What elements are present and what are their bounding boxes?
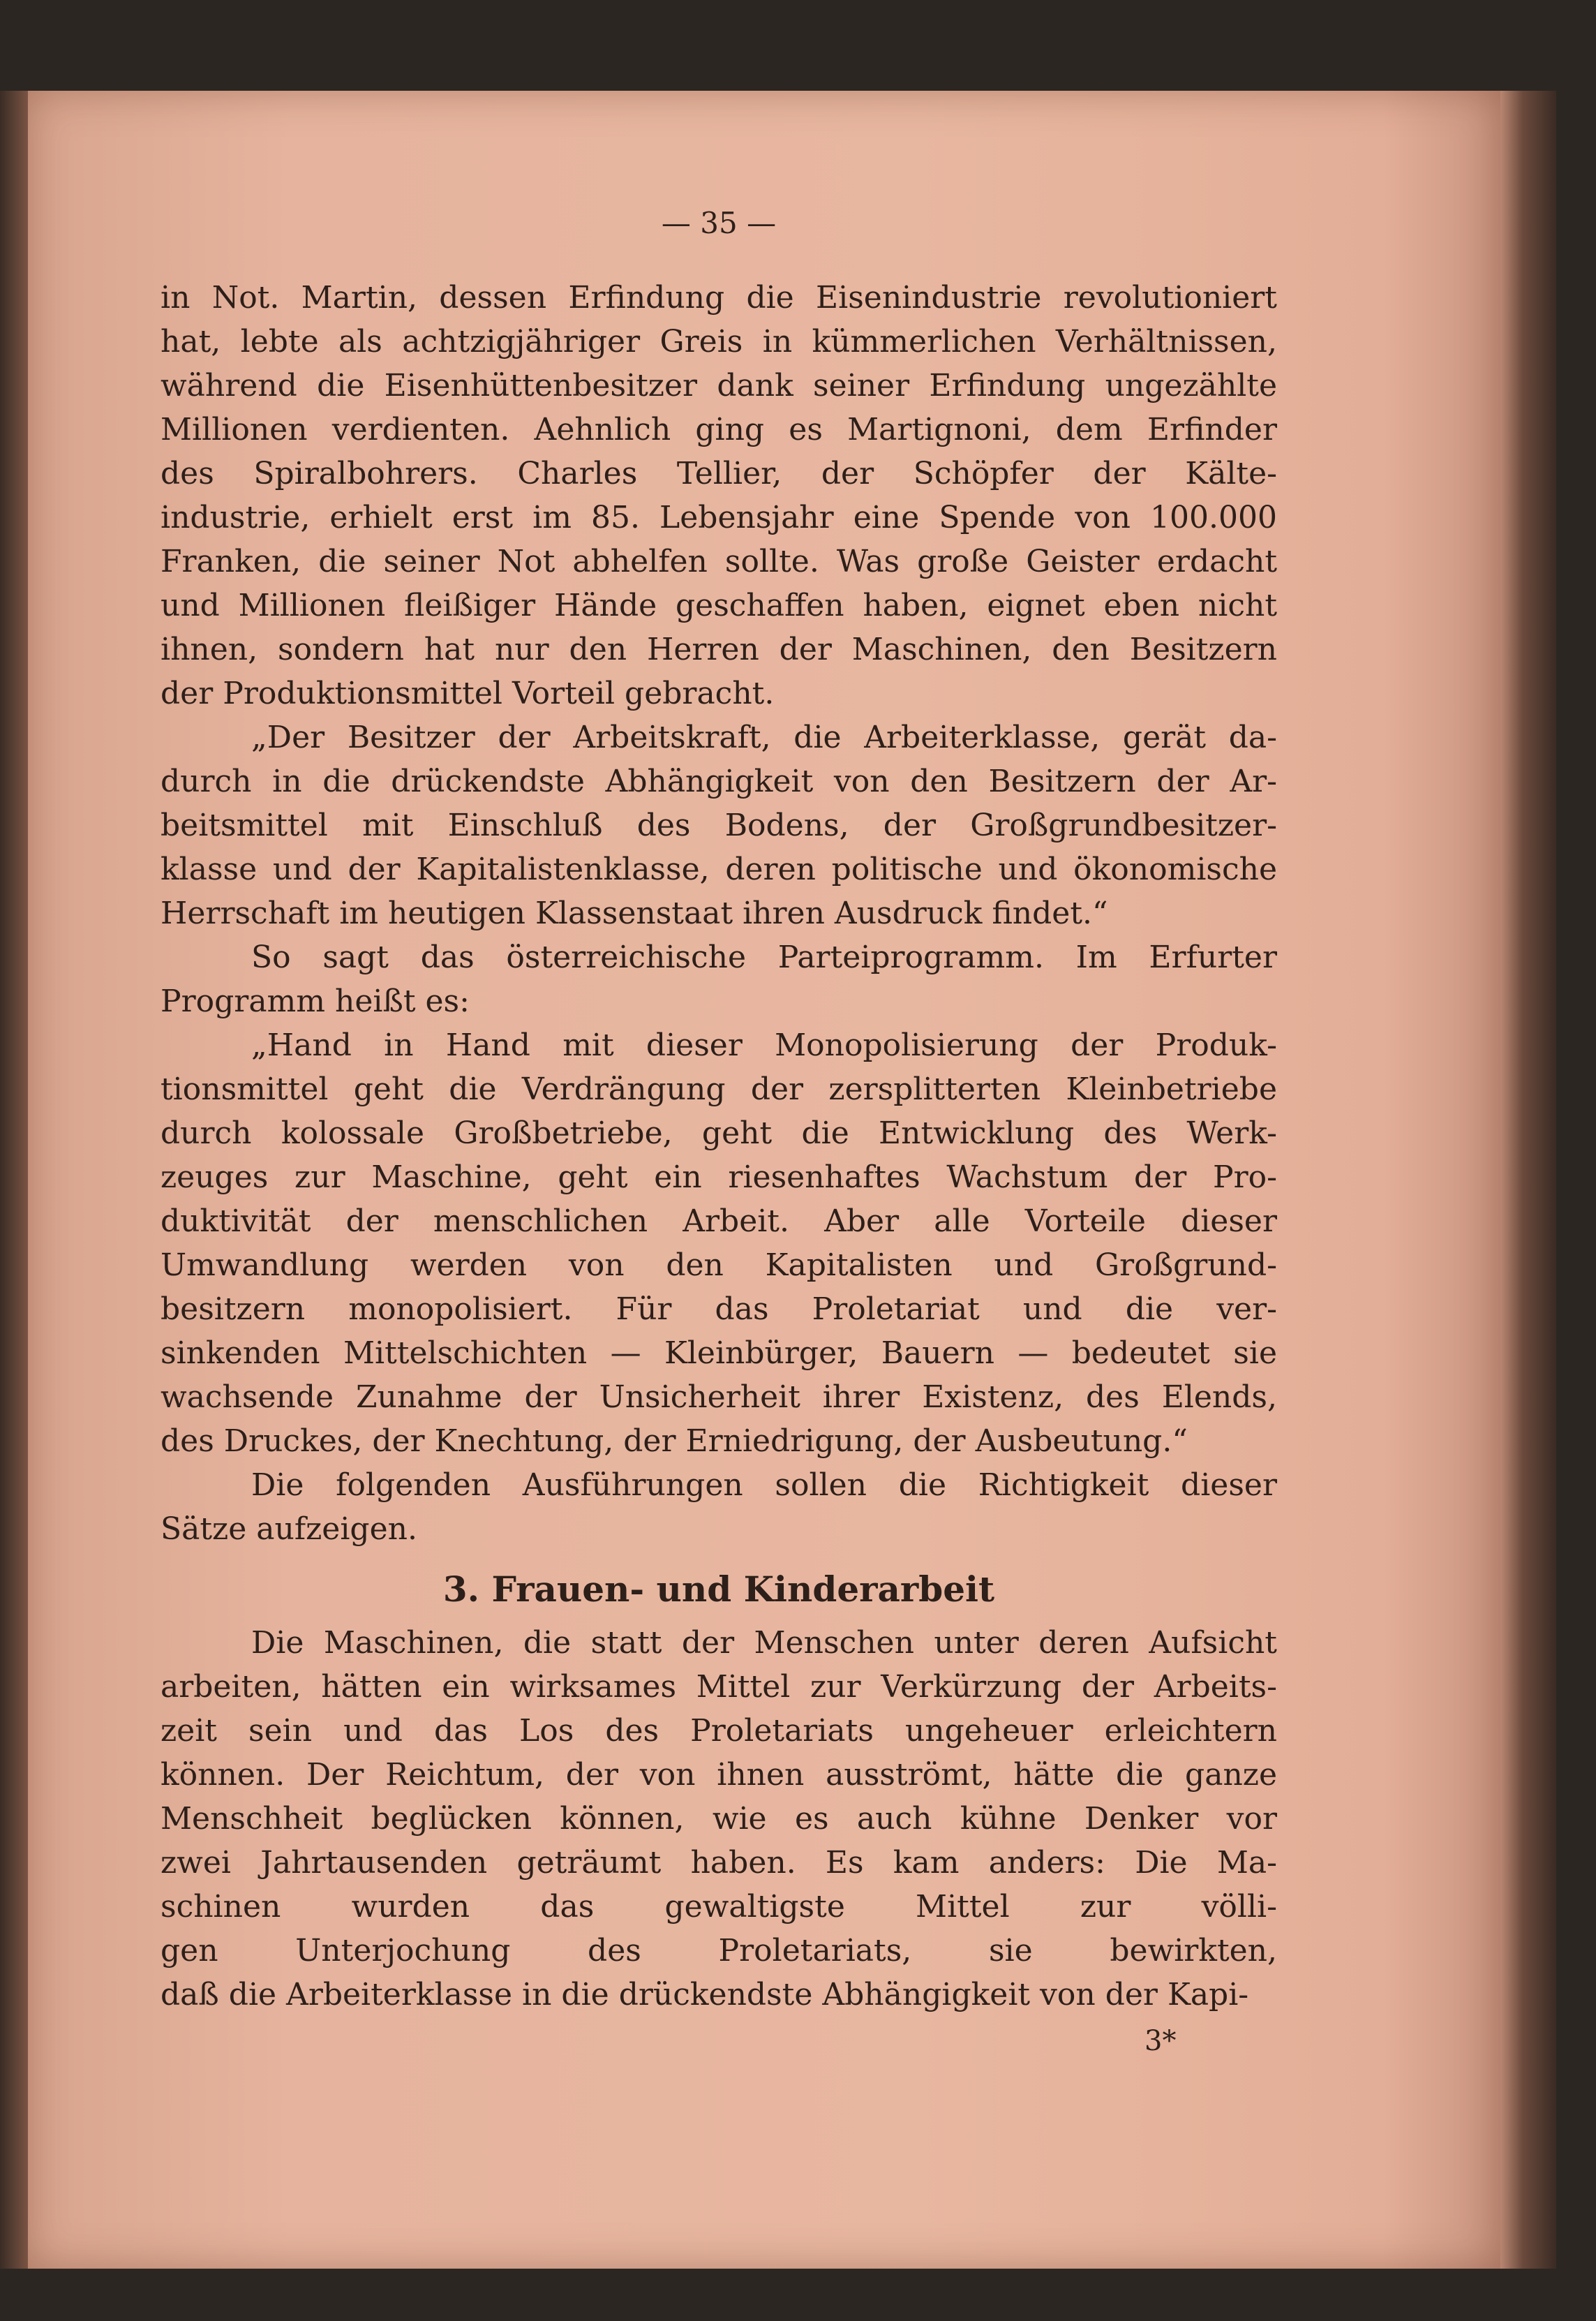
text-line: des Spiralbohrers. Charles Tellier, der Schöpfer der Kälte- <box>161 456 1277 491</box>
text-line: Umwandlung werden von den Kapitalisten und Großgrund- <box>161 1247 1277 1283</box>
section-heading: 3. Frauen- und Kinderarbeit <box>442 1569 995 1610</box>
text-line: Programm heißt es: <box>161 984 470 1019</box>
text-line: tionsmittel geht die Verdrängung der zersplitterten Kleinbetriebe <box>161 1071 1277 1107</box>
text-line: industrie, erhielt erst im 85. Lebensjahr eine Spende von 100.000 <box>161 500 1277 535</box>
text-line: besitzern monopolisiert. Für das Proletariat und die ver- <box>161 1291 1277 1327</box>
text-line: hat, lebte als achtzigjähriger Greis in kümmerlichen Verhältnissen, <box>161 324 1277 359</box>
text-line: arbeiten, hätten ein wirksames Mittel zur Verkürzung der Arbeits- <box>161 1669 1277 1705</box>
text-line: Millionen verdienten. Aehnlich ging es Martignoni, dem Erfinder <box>161 412 1277 447</box>
text-line: zeit sein und das Los des Proletariats ungeheuer erleichtern <box>161 1713 1277 1749</box>
text-line: beitsmittel mit Einschluß des Bodens, der Großgrundbesitzer- <box>161 808 1277 843</box>
text-line: sinkenden Mittelschichten — Kleinbürger, Bauern — bedeutet sie <box>161 1335 1277 1371</box>
text-line: der Produktionsmittel Vorteil gebracht. <box>161 676 775 711</box>
text-line: „Der Besitzer der Arbeitskraft, die Arbeiterklasse, gerät da- <box>251 720 1277 755</box>
text-line: duktivität der menschlichen Arbeit. Aber alle Vorteile dieser <box>161 1203 1277 1239</box>
text-line: Die folgenden Ausführungen sollen die Richtigkeit dieser <box>251 1467 1277 1503</box>
text-line: des Druckes, der Knechtung, der Erniedrigung, der Ausbeutung.“ <box>161 1423 1188 1459</box>
text-line: Menschheit beglücken können, wie es auch kühne Denker vor <box>161 1801 1277 1837</box>
text-line: Sätze aufzeigen. <box>161 1511 417 1547</box>
text-line: wachsende Zunahme der Unsicherheit ihrer Existenz, des Elends, <box>161 1379 1277 1415</box>
text-line: daß die Arbeiterklasse in die drückendste Abhängigkeit von der Kapi- <box>161 1977 1249 2012</box>
text-line: durch in die drückendste Abhängigkeit von den Besitzern der Ar- <box>161 764 1277 799</box>
text-line: Franken, die seiner Not abhelfen sollte. Was große Geister erdacht <box>161 544 1277 579</box>
text-line: So sagt das österreichische Parteiprogramm. Im Erfurter <box>251 940 1277 975</box>
text-line: zwei Jahrtausenden geträumt haben. Es kam anders: Die Ma- <box>161 1845 1277 1881</box>
text-line: Die Maschinen, die statt der Menschen unter deren Aufsicht <box>251 1625 1277 1661</box>
text-line: in Not. Martin, dessen Erfindung die Eisenindustrie revolutioniert <box>161 280 1277 316</box>
text-line: während die Eisenhüttenbesitzer dank seiner Erfindung ungezählte <box>161 368 1277 403</box>
text-line: schinen wurden das gewaltigste Mittel zur völli- <box>161 1889 1277 1925</box>
text-line: klasse und der Kapitalistenklasse, deren politische und ökonomische <box>161 852 1277 887</box>
text-line: durch kolossale Großbetriebe, geht die Entwicklung des Werk- <box>161 1115 1277 1151</box>
book-page-stack-edge <box>1500 91 1556 2269</box>
page-number: — 35 — <box>661 206 777 240</box>
text-line: zeuges zur Maschine, geht ein riesenhaftes Wachstum der Pro- <box>161 1159 1277 1195</box>
text-line: „Hand in Hand mit dieser Monopolisierung der Produk- <box>251 1028 1277 1063</box>
text-line: können. Der Reichtum, der von ihnen ausströmt, hätte die ganze <box>161 1757 1277 1793</box>
text-line: ihnen, sondern hat nur den Herren der Maschinen, den Besitzern <box>161 632 1277 667</box>
text-line: Herrschaft im heutigen Klassenstaat ihren Ausdruck findet.“ <box>161 896 1108 931</box>
text-line: und Millionen fleißiger Hände geschaffen haben, eignet eben nicht <box>161 588 1277 623</box>
text-line: gen Unterjochung des Proletariats, sie bewirkten, <box>161 1933 1277 1968</box>
book-spine-edge <box>0 91 28 2269</box>
signature-mark: 3* <box>1144 2025 1177 2057</box>
